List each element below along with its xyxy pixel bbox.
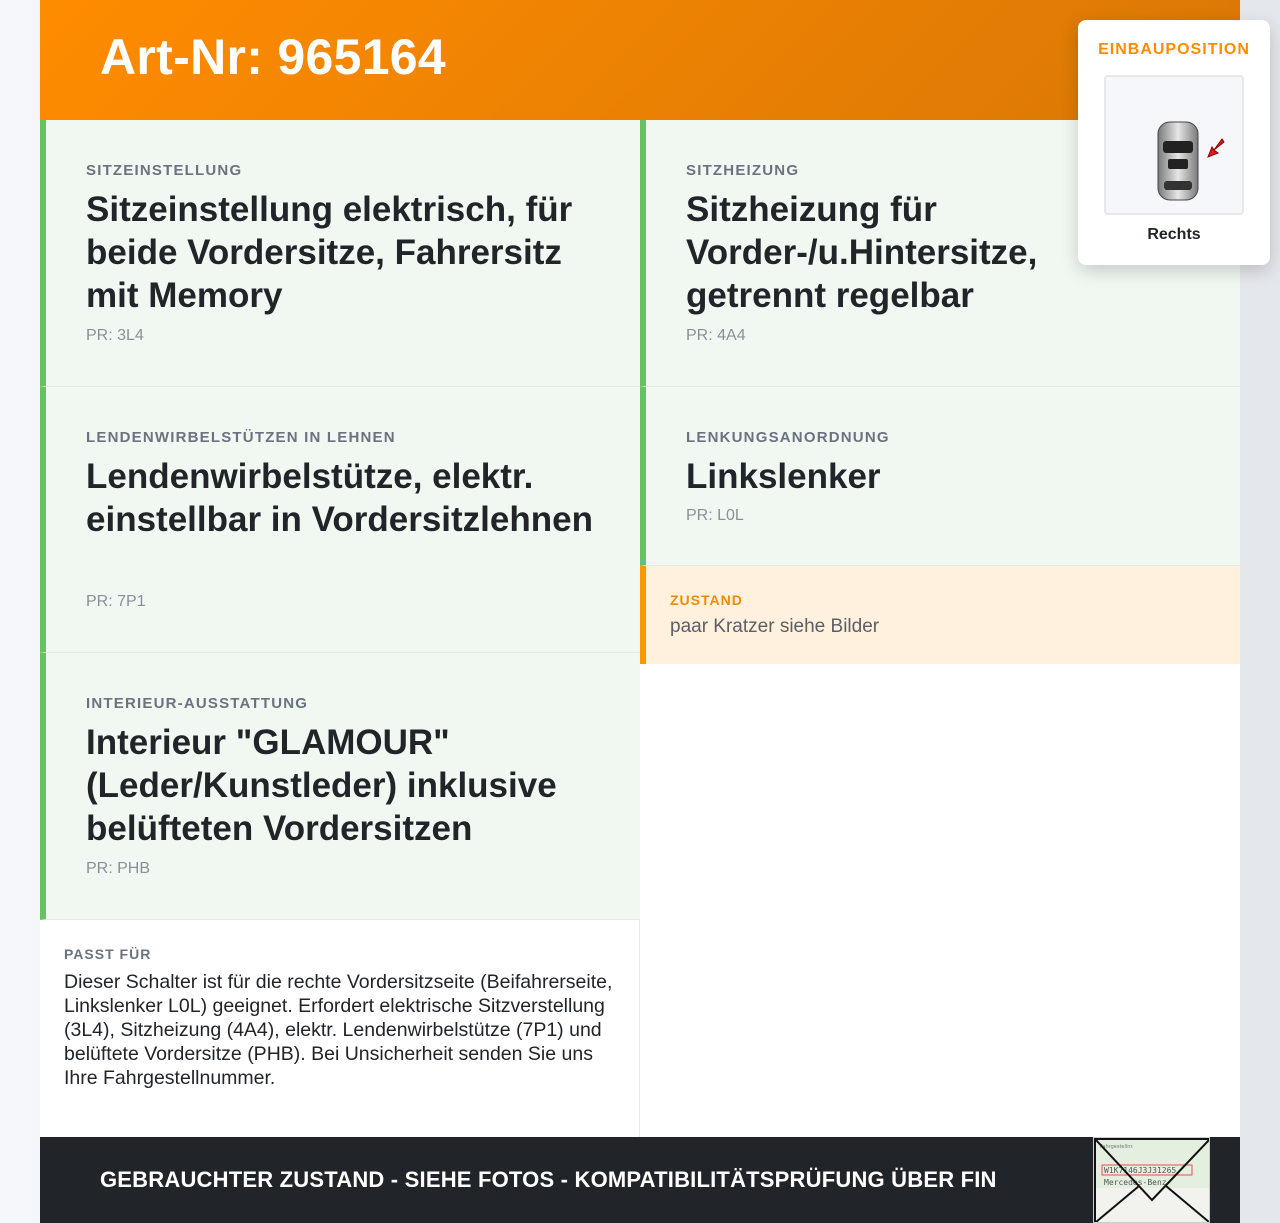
car-position-image bbox=[1104, 75, 1244, 215]
footer-notice: GEBRAUCHTER ZUSTAND - SIEHE FOTOS - KOMPATIBILITÄTSPRÜFUNG ÜBER FIN bbox=[100, 1167, 997, 1192]
feature-label: INTERIEUR-AUSSTATTUNG bbox=[86, 695, 309, 712]
compatibility-text: Dieser Schalter ist für die rechte Vordersitzseite (Beifahrerseite, Linkslenker L0L) geeignet. Erfordert elektrische Sitzverstellung (3L4), Sitzheizung (4A4), elektr. Lendenwirbelstütze (7P1) und belüftete Vordersitze (PHB). Bei Unsicherheit senden Sie uns Ihre Fahrgestellnummer. bbox=[64, 971, 613, 1089]
article-number-title: Art-Nr: 965164 bbox=[100, 29, 447, 85]
feature-label: SITZHEIZUNG bbox=[686, 162, 800, 179]
feature-pr-code: PR: 3L4 bbox=[86, 327, 144, 344]
feature-pr-code: PR: PHB bbox=[86, 860, 151, 877]
feature-pr-code: PR: 7P1 bbox=[86, 593, 146, 610]
feature-card-lendenwirbelstuetze bbox=[40, 387, 640, 653]
feature-value: Interieur "GLAMOUR" (Leder/Kunstleder) inklusive belüfteten Vordersitzen bbox=[86, 723, 557, 848]
feature-label: SITZEINSTELLUNG bbox=[86, 162, 243, 179]
svg-text:W1K7146J3J31265: W1K7146J3J31265 bbox=[1104, 1166, 1177, 1175]
feature-value: Lendenwirbelstütze, elektr. einstellbar in Vordersitzlehnen bbox=[86, 457, 593, 539]
fin-envelope-image bbox=[1093, 1137, 1210, 1223]
feature-card-sitzeinstellung bbox=[40, 120, 640, 387]
compatibility-box bbox=[40, 920, 640, 1137]
header-bar bbox=[40, 0, 1240, 120]
installation-position-value: Rechts bbox=[1147, 226, 1201, 243]
feature-pr-code: PR: 4A4 bbox=[686, 327, 746, 344]
condition-value: paar Kratzer siehe Bilder bbox=[670, 616, 880, 637]
svg-text:Mercedes-Benz: Mercedes-Benz bbox=[1104, 1178, 1167, 1187]
car-top-view-with-arrow-icon bbox=[1106, 77, 1242, 213]
compatibility-label: PASST FÜR bbox=[64, 946, 152, 962]
installation-position-title: EINBAUPOSITION bbox=[1098, 41, 1250, 58]
feature-pr-code: PR: L0L bbox=[686, 507, 744, 524]
product-sheet bbox=[40, 0, 1250, 1223]
empty-area bbox=[640, 664, 1240, 1137]
feature-label: LENKUNGSANORDNUNG bbox=[686, 429, 890, 446]
feature-card-interieur bbox=[40, 653, 640, 920]
svg-text:Fahrgestellnr.: Fahrgestellnr. bbox=[1100, 1144, 1134, 1150]
condition-label: ZUSTAND bbox=[670, 592, 743, 608]
feature-value: Sitzheizung für Vorder-/u.Hintersitze, getrennt regelbar bbox=[686, 190, 1038, 315]
envelope-icon bbox=[1094, 1138, 1210, 1223]
footer-bar bbox=[40, 1137, 1240, 1223]
feature-value: Linkslenker bbox=[686, 457, 881, 496]
feature-card-lenkungsanordnung bbox=[640, 387, 1240, 566]
feature-value: Sitzeinstellung elektrisch, für beide Vordersitze, Fahrersitz mit Memory bbox=[86, 190, 573, 315]
condition-box bbox=[640, 566, 1240, 664]
installation-position-card bbox=[1078, 20, 1270, 265]
feature-label: LENDENWIRBELSTÜTZEN IN LEHNEN bbox=[86, 429, 396, 446]
